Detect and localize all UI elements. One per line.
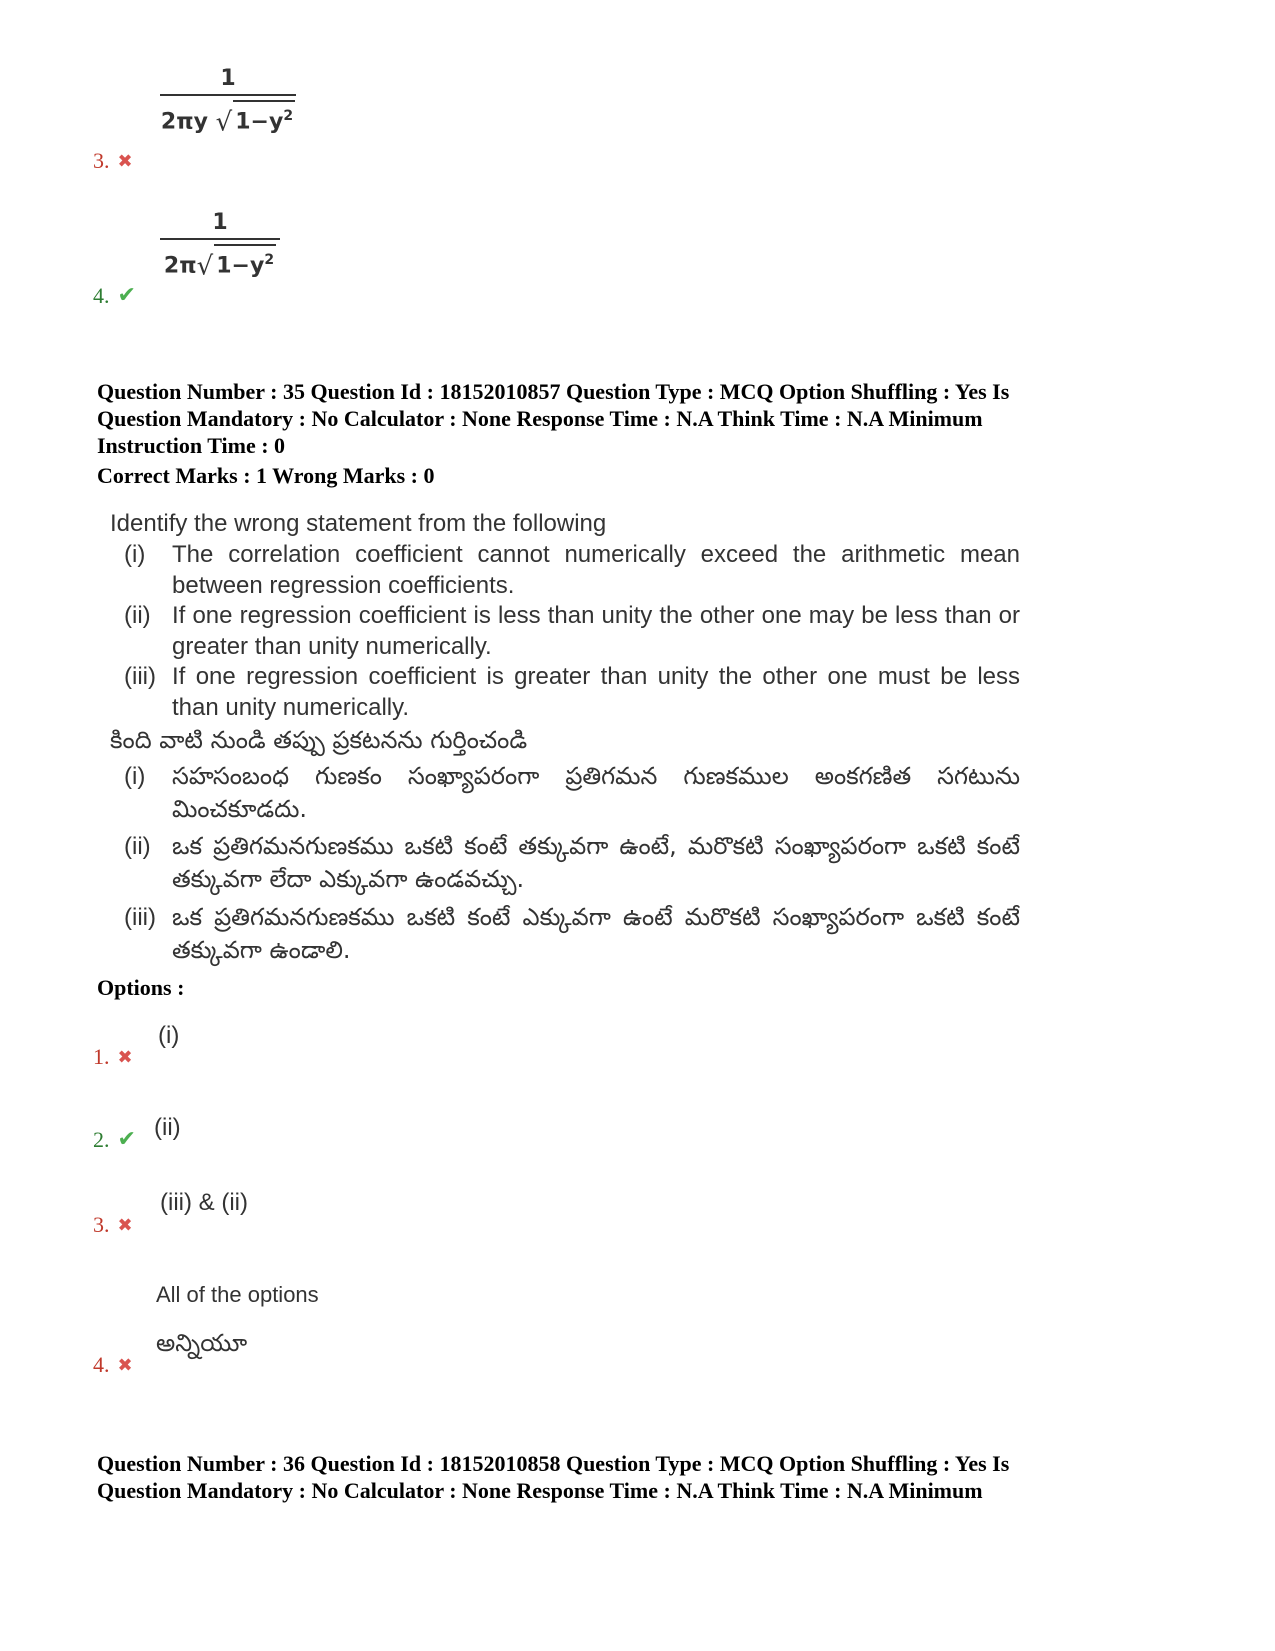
check-mark-icon: ✔	[117, 282, 136, 307]
statement-text: సహసంబంధ గుణకం సంఖ్యాపరంగా ప్రతిగమన గుణకముల అంకగణిత సగటును మించకూడదు.	[172, 762, 1020, 823]
statement-label: (ii)	[124, 602, 151, 629]
statement-text: If one regression coefficient is greater than unity the other one must be less than unity numerically.	[172, 663, 1020, 721]
fraction-bar	[160, 94, 296, 96]
meta-line-1: Question Number : 36 Question Id : 18152010858 Question Type : MCQ Option Shuffling : Yes Is	[97, 1451, 1010, 1476]
option-4-content-en: All of the options	[156, 1282, 319, 1307]
option-2-number: 2. ✔	[93, 1126, 136, 1152]
question-35-body	[110, 508, 1020, 978]
option-4-content-te: అన్నియూ	[156, 1330, 248, 1357]
prev-option-4-number: 4. ✔	[93, 282, 136, 308]
prompt-te: కింది వాటి నుండి తప్పు ప్రకటనను గుర్తించండి	[110, 726, 528, 754]
question-35-meta	[97, 378, 1097, 459]
question-36-meta	[97, 1450, 1097, 1504]
statement-label: (i)	[124, 541, 146, 568]
check-mark-icon: ✔	[117, 1126, 136, 1151]
fraction-numerator: 1	[220, 66, 236, 91]
fraction-denominator: 2πy √ $1-y^2$	[160, 100, 296, 136]
cross-mark-icon: ✖	[117, 1355, 133, 1375]
cross-mark-icon: ✖	[117, 151, 133, 171]
option-3-number: 3. ✖	[93, 1212, 133, 1237]
fraction-numerator: 1	[212, 210, 228, 235]
options-heading: Options :	[97, 975, 185, 1000]
meta-line-2: Question Mandatory : No Calculator : None Response Time : N.A Think Time : N.A Minimum	[97, 1478, 983, 1503]
option-3-content: (iii) & (ii)	[160, 1189, 248, 1216]
prompt-en: Identify the wrong statement from the following	[110, 510, 607, 537]
option-2-content: (ii)	[154, 1114, 181, 1141]
fraction-denominator: 2π√ $1-y^2$	[160, 244, 280, 280]
statement-label: (i)	[124, 763, 146, 790]
cross-mark-icon: ✖	[117, 1215, 133, 1235]
fraction-bar	[160, 238, 280, 240]
statement-label: (iii)	[124, 663, 156, 690]
radical-sign-icon: √	[196, 251, 214, 282]
meta-line-3: Instruction Time : 0	[97, 433, 286, 458]
statement-text: The correlation coefficient cannot numerically exceed the arithmetic mean between regression coefficients.	[172, 541, 1020, 599]
prev-option-4-formula	[160, 210, 280, 280]
statement-text: ఒక ప్రతిగమనగుణకము ఒకటి కంటే ఎక్కువగా ఉంటే మరొకటి సంఖ్యాపరంగా ఒకటి కంటే తక్కువగా ఉండాలి.	[172, 903, 1020, 964]
statement-text: ఒక ప్రతిగమనగుణకము ఒకటి కంటే తక్కువగా ఉంటే, మరొకటి సంఖ్యాపరంగా ఒకటి కంటే తక్కువగా లేదా ఎక్కువగా ఉండవచ్చు.	[172, 832, 1020, 893]
option-1-content: (i)	[158, 1022, 180, 1049]
statement-label: (iii)	[124, 904, 156, 931]
prev-option-3-formula	[160, 66, 296, 136]
prev-option-3-number: 3. ✖	[93, 148, 133, 173]
radical-sign-icon: √	[215, 107, 233, 138]
meta-line-2: Question Mandatory : No Calculator : None Response Time : N.A Think Time : N.A Minimum	[97, 406, 983, 431]
statement-label: (ii)	[124, 833, 151, 860]
option-4-number: 4. ✖	[93, 1352, 133, 1377]
statement-text: If one regression coefficient is less than unity the other one may be less than or greater than unity numerically.	[172, 602, 1020, 660]
question-35-marks: Correct Marks : 1 Wrong Marks : 0	[97, 463, 435, 488]
cross-mark-icon: ✖	[117, 1047, 133, 1067]
option-1-number: 1. ✖	[93, 1044, 133, 1069]
meta-line-1: Question Number : 35 Question Id : 18152010857 Question Type : MCQ Option Shuffling : Yes Is	[97, 379, 1010, 404]
